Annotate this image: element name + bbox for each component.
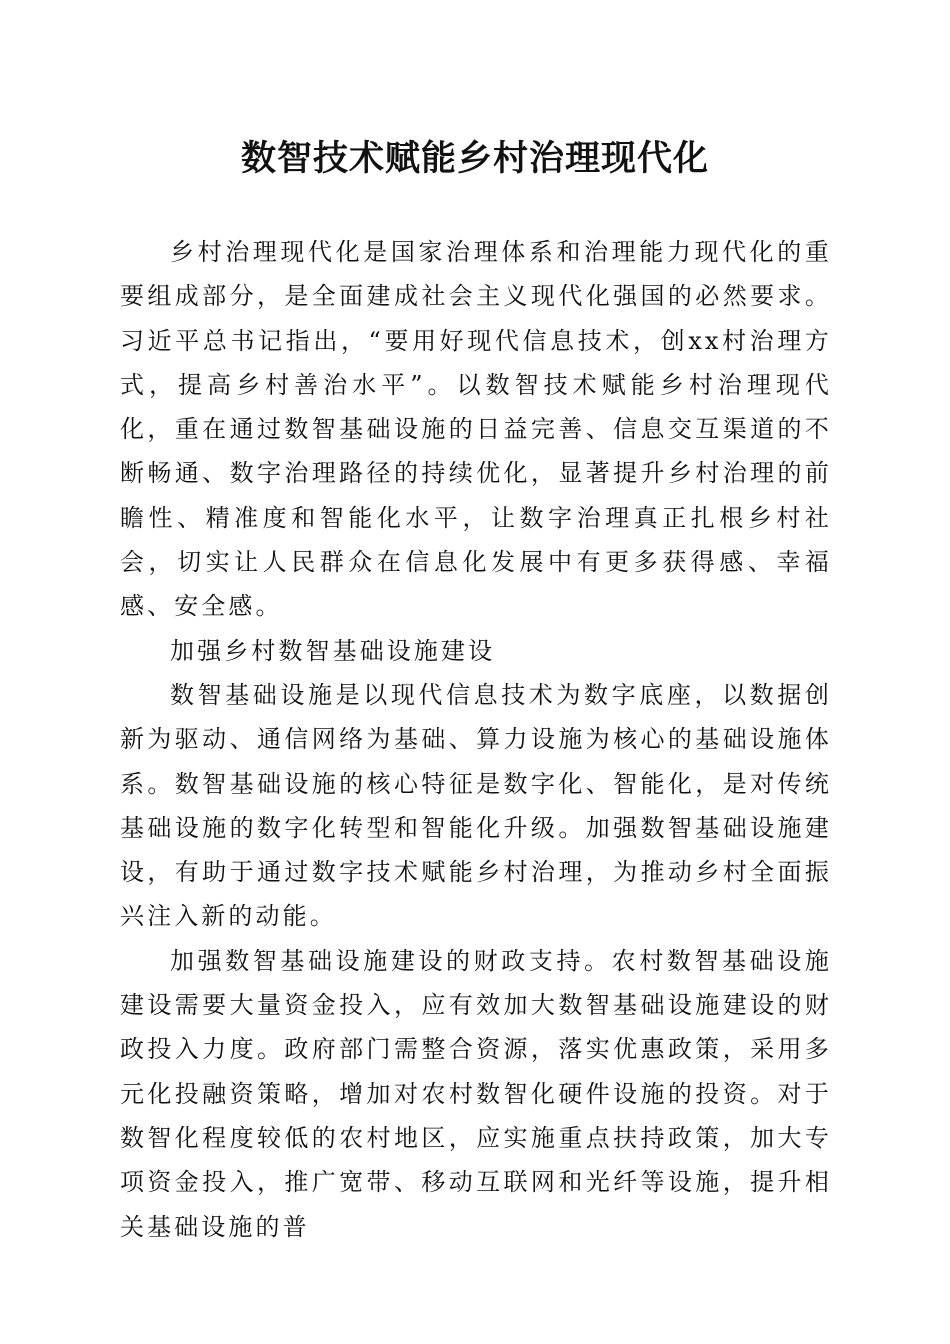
paragraph-infrastructure: 数智基础设施是以现代信息技术为数字底座，以数据创新为驱动、通信网络为基础、算力设施为核心的基础设施体系。数智基础设施的核心特征是数字化、智能化，是对传统基础设施的数字化转型和智能化升级。加强数智基础设施建设，有助于通过数字技术赋能乡村治理，为推动乡村全面振兴注入新的动能。 xyxy=(120,680,832,931)
section-heading: 加强乡村数智基础设施建设 xyxy=(170,636,496,665)
paragraph-fiscal-support: 加强数智基础设施建设的财政支持。农村数智基础设施建设需要大量资金投入，应有效加大数智基础设施建设的财政投入力度。政府部门需整合资源，落实优惠政策，采用多元化投融资策略，增加对农村数智化硬件设施的投资。对于数智化程度较低的农村地区，应实施重点扶持政策，加大专项资金投入，推广宽带、移动互联网和光纤等设施，提升相关基础设施的普 xyxy=(120,946,832,1241)
document-body xyxy=(120,230,832,1249)
document-title: 数智技术赋能乡村治理现代化 xyxy=(240,138,709,179)
paragraph-intro: 乡村治理现代化是国家治理体系和治理能力现代化的重要组成部分，是全面建成社会主义现代化强国的必然要求。习近平总书记指出，“要用好现代信息技术，创xx村治理方式，提高乡村善治水平”。以数智技术赋能乡村治理现代化，重在通过数智基础设施的日益完善、信息交互渠道的不断畅通、数字治理路径的持续优化，显著提升乡村治理的前瞻性、精准度和智能化水平，让数字治理真正扎根乡村社会，切实让人民群众在信息化发展中有更多获得感、幸福感、安全感。 xyxy=(120,238,832,621)
